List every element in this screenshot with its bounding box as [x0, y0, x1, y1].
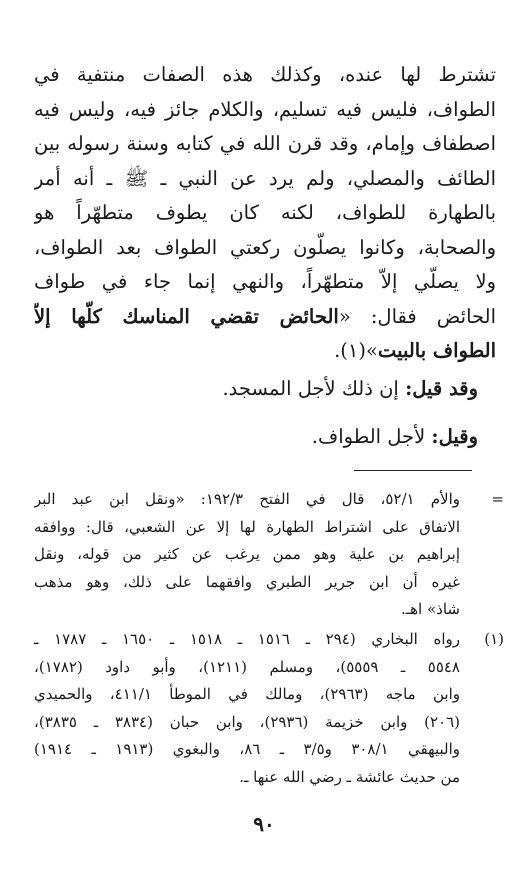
footnote-line: (٢٠٦) وابن خزيمة (٢٩٣٦)، وابن حبان (٣٨٣٤ ـ ٣٨٣٥)، [34, 712, 460, 731]
text-line: اصطفاف وإمام، وقد قرن الله في كتابه وسنة رسوله بين [34, 132, 496, 155]
qila-label: وقد قيل: [405, 377, 478, 400]
text-line: والصحابة، وكانوا يصلّون ركعتي الطواف بعد الطواف، [34, 235, 496, 259]
text-line: بالطهارة للطواف، لكنه كان يطوف متطهّراً هو [34, 201, 496, 224]
page-number: ٩٠ [253, 812, 275, 836]
footnote-1 [34, 626, 504, 791]
text-line [34, 334, 496, 369]
footnote-marker: (١) [484, 630, 504, 648]
qila-label: وقيل: [431, 425, 478, 448]
qila-text: إن ذلك لأجل المسجد. [222, 377, 399, 400]
footnote-line: رواه البخاري (٢٩٤ ـ ١٥١٦ ـ ١٥١٨ ـ ١٦٥٠ ـ ١٧٨٧ ـ [34, 630, 460, 648]
footnote-line: من حديث عائشة ـ رضي الله عنها ـ. [239, 767, 460, 786]
footnote-line: الاتفاق على اشتراط الطهارة لها إلا عن الشعبي، قال: ووافقه [34, 517, 460, 536]
qila-line-2 [58, 420, 478, 454]
text-line: تشترط لها عنده، وكذلك هذه الصفات منتفية في [34, 63, 496, 86]
qila-text: لأجل الطواف. [311, 425, 426, 448]
footnote-line: إبراهيم بن علية وهو ممن يرغب عن كثير من قوله، ونقل [34, 545, 460, 563]
text-line: ولا يصلّي إلاّ متطهّراً، والنهي إنما جاء في طواف [34, 270, 496, 293]
footnote-ref: »(١). [334, 339, 378, 362]
footnote-line: ٥٥٤٨ ـ ٥٥٥٩)، ومسلم (١٢١١)، وأبو داود (١٧٨٢)، [34, 657, 460, 676]
footnote-continuation [34, 486, 504, 624]
footnote-line: والبيهقي ٣٠٨/١ و٣/٥ ـ ٨٦، والبغوي (١٩١٣ ـ ١٩١٤) [34, 740, 460, 758]
main-text [34, 58, 496, 369]
text-line: الطواف، فليس فيه تسليم، والكلام جائز فيه، وليس فيه [34, 97, 496, 121]
text-span: الحائض فقال: « [338, 304, 496, 328]
footnote-line: وابن ماجه (٢٩٦٣)، ومالك في الموطأ ٤١١/١، والحميدي [34, 685, 460, 703]
footnote-line: والأم ٥٢/١، قال في الفتح ١٩٢/٣: «ونقل ابن عبد البر [34, 490, 460, 508]
hadith-quote: الحائض تقضي المناسك كلّها إلاّ [34, 304, 339, 328]
footnote-line: شاذ» اهـ. [400, 600, 460, 618]
footnote-line: غيره أن ابن جرير الطبري وافقهما على ذلك، وهو مذهب [34, 572, 460, 591]
footnote-separator [354, 470, 472, 471]
qila-line-1 [58, 372, 478, 406]
footnote-marker: = [491, 490, 504, 508]
text-line [34, 300, 496, 335]
text-line: الطائف والمصلي، ولم يرد عن النبي ـ ﷺ ـ أنه أمر [34, 166, 496, 190]
hadith-quote: الطواف بالبيت [377, 339, 496, 362]
